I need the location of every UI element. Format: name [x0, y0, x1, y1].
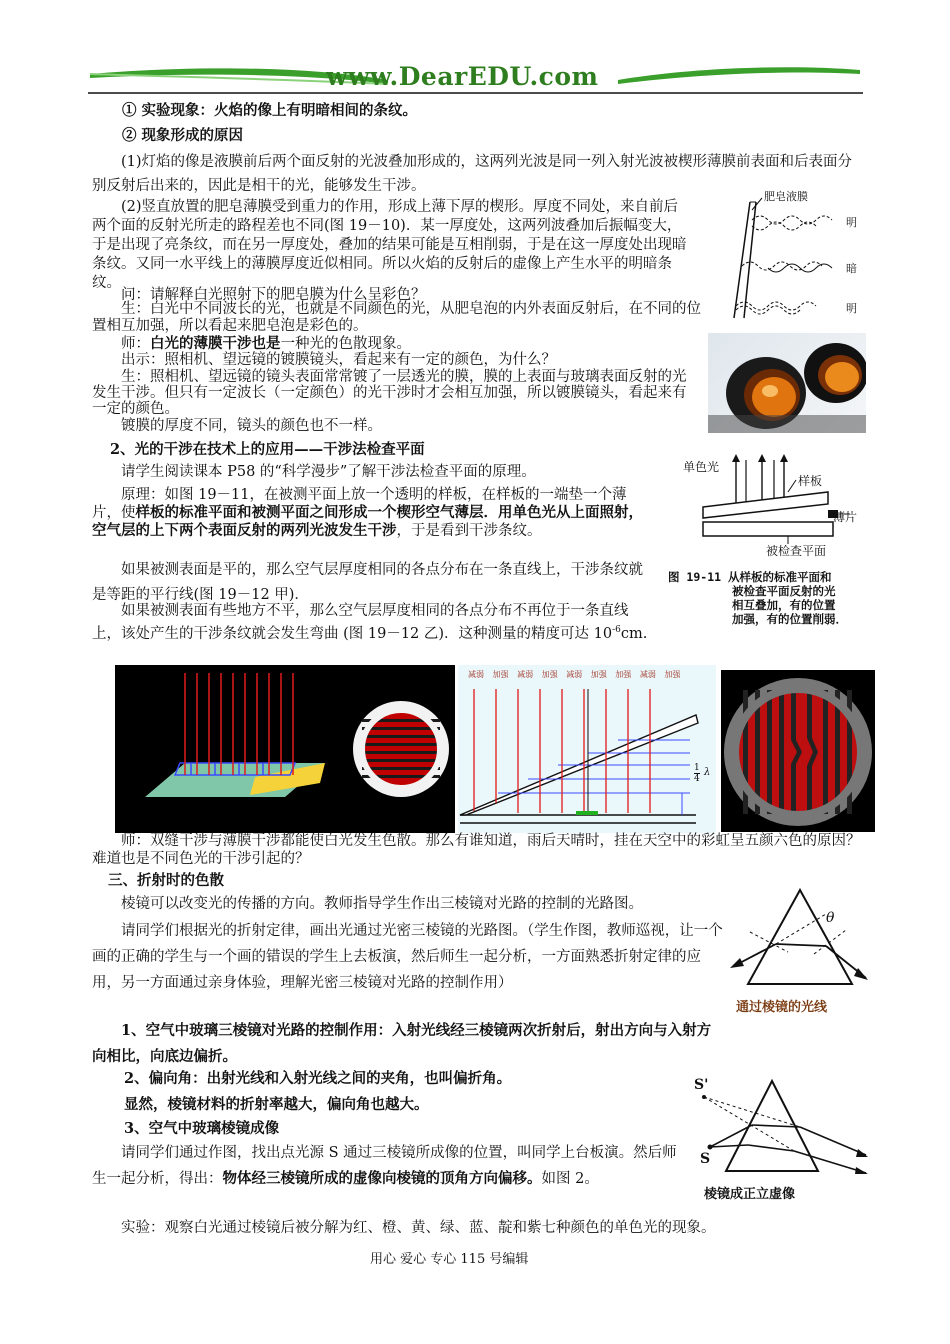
point-2-bold: 2、偏向角：出射光线和入射光线之间的夹角，也叫偏折角。	[124, 1070, 512, 1087]
paragraph-read-textbook: 请学生阅读课本 P58 的“科学漫步”了解干涉法检查平面的原理。	[121, 464, 536, 480]
quarter-lambda-label	[694, 763, 700, 784]
exponent: -6	[612, 625, 621, 635]
paragraph-cause-1: (1)灯焰的像是液膜前后两个面反射的光波叠加形成的，这两列光波是同一列入射光波被楔形薄膜前表面和后表面分别反射后出来的，因此是相干的光，能够发生干涉。	[92, 154, 853, 194]
header-banner	[88, 60, 863, 96]
phenomenon-line: ① 实验现象：火焰的像上有明暗相间的条纹。	[122, 102, 418, 119]
wedge-label: 减弱	[639, 670, 656, 679]
principle-bold: 样板的标准平面和被测平面之间形成一个楔形空气薄层．用单色光从上面照射，空气层的上下两个表面反射的两列光波发生干涉	[92, 504, 643, 539]
question-2: 出示：照相机、望远镜的镀膜镜头，看起来有一定的颜色，为什么？	[121, 352, 556, 368]
wedge-label: 减弱	[566, 670, 583, 679]
caption-line-2: 被检查平面反射的光	[732, 584, 836, 598]
curved-fringe-photo	[721, 670, 875, 832]
section-3-heading: 三、折射时的色散	[108, 872, 224, 889]
paragraph-prism-intro: 棱镜可以改变光的传播的方向。教师指导学生作出三棱镜对光路的控制的光路图。	[121, 896, 643, 912]
paragraph-experiment: 实验：观察白光通过棱镜后被分解为红、橙、黄、绿、蓝、靛和紫七种颜色的单色光的现象。	[121, 1220, 716, 1236]
prism1-caption: 通过棱镜的光线	[736, 1000, 828, 1015]
site-logo: www.DearEDU.com	[326, 62, 599, 91]
soap-film-title: 肥皂液膜	[764, 190, 808, 203]
question-1: 问：请解释白光照射下的肥皂膜为什么呈彩色？	[121, 287, 426, 303]
paragraph-rainbow-question: 师：双缝干涉与薄膜干涉都能使白光发生色散。那么有谁知道，雨后天晴时，挂在天空中的彩虹呈五颜六色的原因？难道也是不同色光的干涉引起的？	[92, 833, 861, 867]
caption-line-3: 相互叠加，有的位置	[732, 598, 836, 612]
section-2-heading: 2、光的干涉在技术上的应用——干涉法检查平面	[110, 441, 425, 458]
paragraph-principle	[92, 486, 652, 540]
paragraph-prism-activity: 请同学们根据光的折射定律，画出光通过光密三棱镜的光路图。（学生作图，教师巡视，让一个画的正确的学生与一个画的错误的学生上去板演，然后师生一起分析，一方面熟悉折射定律的应用，另一方面通过亲身体验，理解光密三棱镜对光路的控制作用）	[92, 923, 723, 991]
principle-prefix: 原理：如图 19－11，在被测平面上放一个透明的样板，在样板的一端垫一个薄片，使	[92, 487, 627, 521]
interference-diagram-black	[115, 665, 455, 833]
uneven-text: 如果被测表面有些地方不平，那么空气层厚度相同的各点分布不再位于一条直线上，该处产生的干涉条纹就会发生弯曲 (图 19－12 乙)．这种测量的精度可达 10	[92, 603, 629, 642]
label-mono-light: 单色光	[683, 460, 720, 474]
image-rest: 如图 2。	[541, 1171, 599, 1187]
wedge-label: 减弱	[468, 670, 484, 679]
caption-line-4: 加强，有的位置削弱．	[732, 612, 847, 626]
image-prefix: 请同学们通过作图，找出点光源 S 通过三棱镜所成像的位置，叫同学上台板演。然后师生一起分析，得出：	[92, 1145, 677, 1187]
wedge-label: 减弱	[517, 670, 534, 679]
lambda-symbol: λ	[704, 767, 711, 778]
label-thin-sheet: 薄片	[833, 510, 858, 524]
label-s-prime: S'	[694, 1077, 709, 1093]
cause-heading: ② 现象形成的原因	[122, 127, 244, 144]
paragraph-cause-2: (2)竖直放置的肥皂薄膜受到重力的作用，形成上薄下厚的楔形。厚度不同处，来自前后两个面的反射光所走的路程差也不同(图 19－10)．某一厚度处，这两列波叠加后振幅变大，于是出现了亮条纹，而在另一厚度处，叠加的结果可能是互相削弱，于是在这一厚度处出现暗条纹。又同一水平线上的薄膜厚度近似相同。所以火焰的反射后的虚像上产生水平的明暗条纹。	[92, 199, 687, 291]
label-dark: 暗	[846, 262, 857, 275]
label-test-plane: 被检查平面	[766, 544, 827, 558]
label-bright-2: 明	[846, 302, 857, 315]
unit: cm.	[620, 625, 648, 642]
point-3-bold: 显然，棱镜材料的折射率越大，偏向角也越大。	[124, 1096, 429, 1113]
wedge-label: 加强	[664, 670, 681, 679]
answer-2: 生：照相机、望远镜的镜头表面常常镀了一层透光的膜，膜的上表面与玻璃表面反射的光发生干涉。但只有一定波长（一定颜色）的光干涉时才会相互加强，所以镀膜镜头，看起来有一定的颜色。	[92, 369, 687, 417]
paragraph-flat-surface: 如果被测表面是平的，那么空气层厚度相同的各点分布在一条直线上，干涉条纹就是等距的平行线(图 19－12 甲)．	[92, 562, 643, 603]
point-4-bold: 3、空气中玻璃棱镜成像	[124, 1120, 280, 1137]
page-footer: 用心 爱心 专心 115 号编辑	[370, 1252, 529, 1267]
answer-3: 镀膜的厚度不同，镜头的颜色也不一样。	[121, 418, 382, 434]
quarter-denominator: 4	[694, 774, 700, 784]
wedge-label: 加强	[615, 670, 632, 679]
prism-virtual-image-figure	[690, 1075, 870, 1205]
plain-phrase: 一种光的色散现象。	[280, 336, 411, 352]
wedge-labels	[468, 669, 680, 680]
paragraph-prism-image	[92, 1140, 682, 1192]
speaker-label: 师：	[121, 336, 150, 352]
caption-line-1: 图 19-11 从样板的标准平面和	[668, 570, 832, 584]
paragraph-uneven-surface	[92, 602, 652, 644]
soap-film-figure	[722, 188, 872, 323]
quarter-numerator: 1	[694, 763, 700, 773]
teacher-statement-1	[92, 335, 692, 353]
point-1-bold: 1、空气中玻璃三棱镜对光路的控制作用：入射光线经三棱镜两次折射后，射出方向与入射方向相比，向底边偏折。	[92, 1022, 712, 1065]
theta-symbol: θ	[826, 910, 835, 926]
wedge-interference-diagram	[458, 665, 716, 833]
principle-rest: ，于是看到干涉条纹。	[396, 523, 542, 539]
prism-light-path-figure	[730, 884, 870, 1019]
prism2-caption: 棱镜成正立虚像	[704, 1187, 796, 1202]
fig-19-11	[668, 452, 878, 632]
wedge-label: 加强	[492, 670, 509, 679]
wedge-label: 加强	[590, 670, 607, 679]
binoculars-photo	[708, 333, 866, 433]
bold-phrase: 白光的薄膜干涉也是	[150, 335, 281, 352]
label-s: S	[700, 1151, 711, 1167]
wedge-label: 加强	[541, 670, 558, 679]
answer-1: 生：白光中不同波长的光，也就是不同颜色的光，从肥皂泡的内外表面反射后，在不同的位置相互加强，所以看起来肥皂泡是彩色的。	[92, 301, 701, 334]
label-bright-1: 明	[846, 216, 857, 229]
label-sample-plate: 样板	[798, 474, 823, 488]
image-bold: 物体经三棱镜所成的虚像向棱镜的顶角方向偏移。	[222, 1170, 542, 1187]
